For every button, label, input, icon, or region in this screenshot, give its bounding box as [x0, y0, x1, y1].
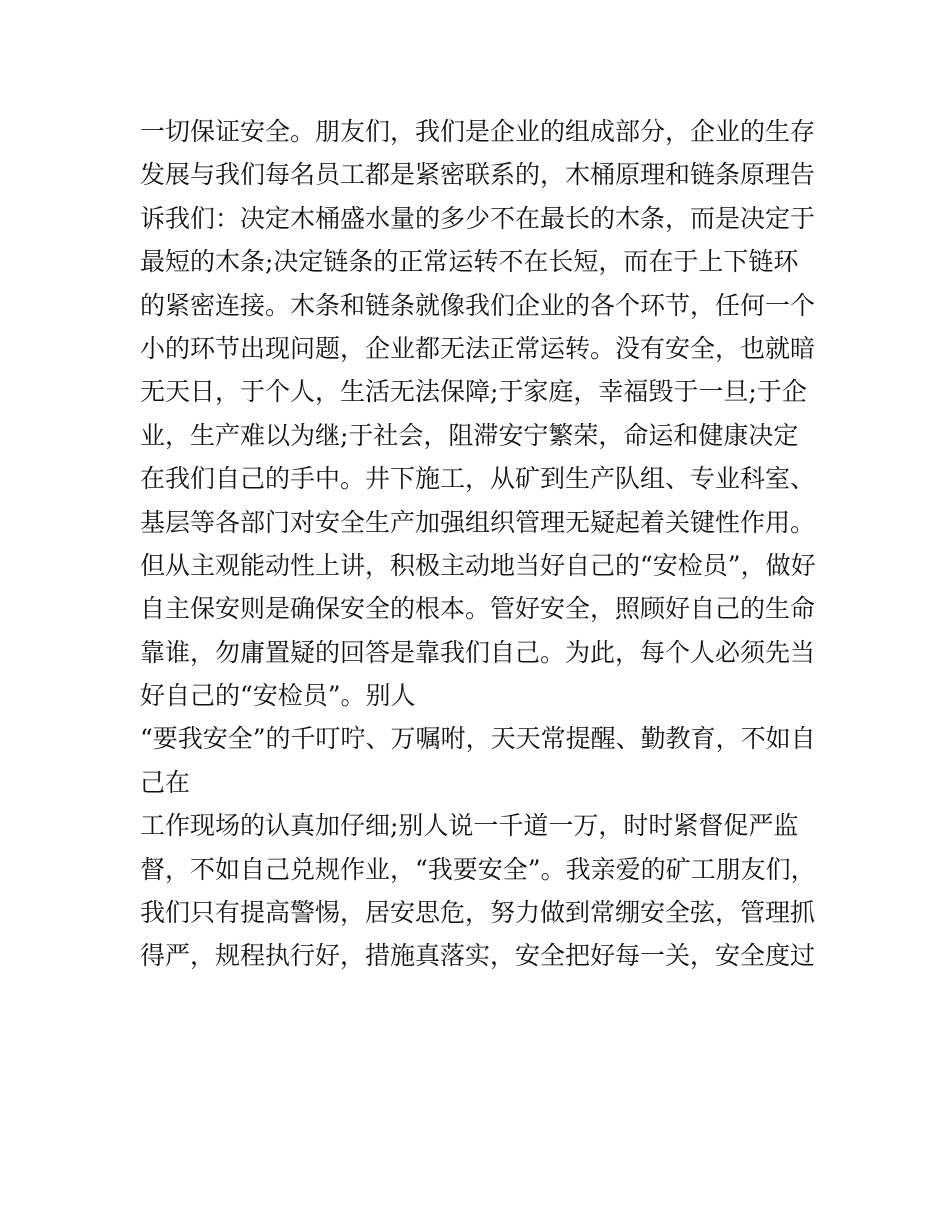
text-line-17: 工作现场的认真加仔细;别人说一千道一万，时时紧督促严监 [140, 811, 799, 841]
text-line-10: 基层等各部门对安全生产加强组织管理无疑起着关键性作用。 [140, 507, 816, 537]
text-line-13: 靠谁，勿庸置疑的回答是靠我们自己。为此，每个人必须先当 [140, 637, 816, 667]
text-line-11: 但从主观能动性上讲，积极主动地当好自己的“安检员”，做好 [140, 550, 816, 580]
text-line-3: 诉我们：决定木桶盛水量的多少不在最长的木条，而是决定于 [140, 203, 816, 233]
text-line-6: 小的环节出现问题，企业都无法正常运转。没有安全，也就暗 [140, 333, 816, 363]
text-line-16: 己在 [140, 767, 191, 797]
text-line-1: 一切保证安全。朋友们，我们是企业的组成部分，企业的生存 [140, 117, 816, 146]
text-line-8: 业，生产难以为继;于社会，阻滞安宁繁荣，命运和健康决定 [140, 420, 799, 450]
text-line-15: “要我安全”的千叮咛、万嘱咐，天天常提醒、勤教育，不如自 [140, 724, 816, 754]
text-line-9: 在我们自己的手中。井下施工，从矿到生产队组、专业科室、 [140, 464, 816, 494]
text-line-7: 无天日，于个人，生活无法保障;于家庭，幸福毁于一旦;于企 [140, 377, 807, 407]
text-line-14: 好自己的“安检员”。别人 [140, 681, 416, 711]
text-line-18: 督，不如自己兑规作业，“我要安全”。我亲爱的矿工朋友们， [140, 854, 816, 884]
text-line-2: 发展与我们每名员工都是紧密联系的，木桶原理和链条原理告 [140, 160, 816, 190]
text-line-20: 得严，规程执行好，措施真落实，安全把好每一关，安全度过 [140, 941, 816, 971]
text-line-12: 自主保安则是确保安全的根本。管好安全，照顾好自己的生命 [140, 594, 816, 624]
body-text [140, 110, 820, 978]
text-line-19: 我们只有提高警惕，居安思危，努力做到常绷安全弦，管理抓 [140, 898, 816, 928]
text-line-4: 最短的木条;决定链条的正常运转不在长短，而在于上下链环 [140, 247, 799, 277]
text-line-5: 的紧密连接。木条和链条就像我们企业的各个环节，任何一个 [140, 290, 816, 320]
